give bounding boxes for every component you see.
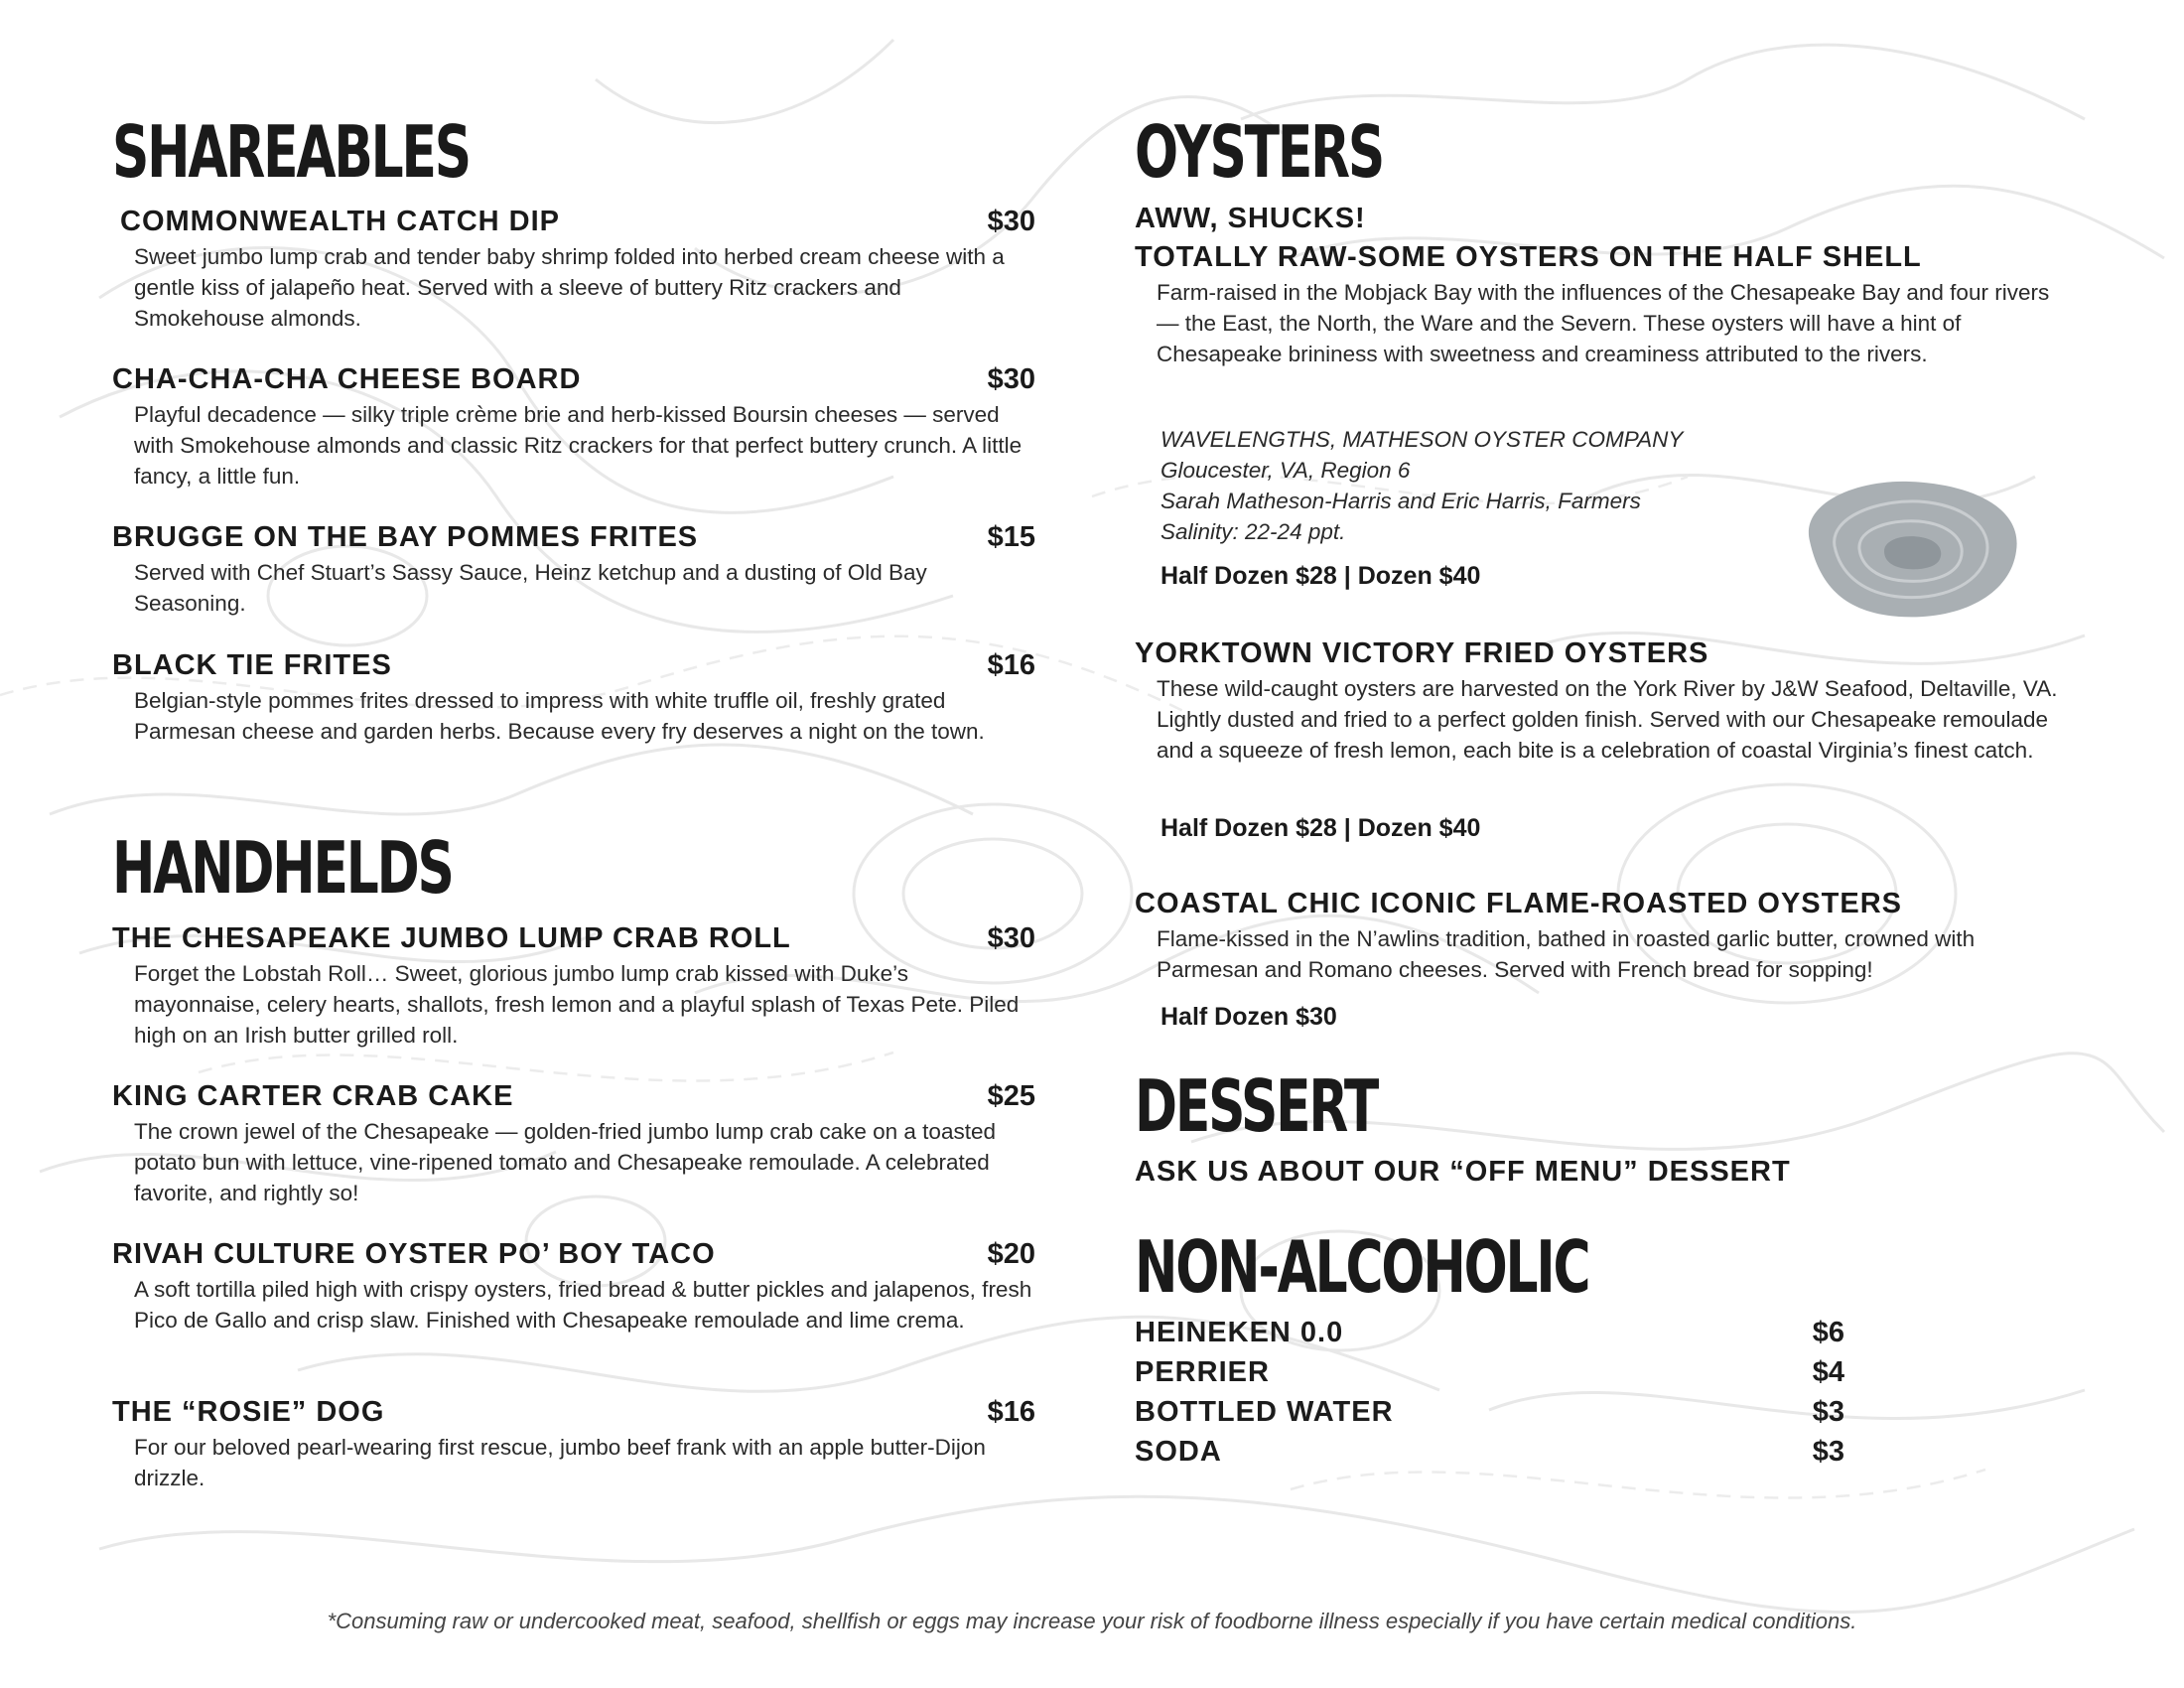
- item-description: For our beloved pearl-wearing first rescue, jumbo beef frank with an apple butter-Dijon drizzle.: [134, 1435, 986, 1490]
- farm-location: Gloucester, VA, Region 6: [1160, 458, 1411, 483]
- item-name: THE CHESAPEAKE JUMBO LUMP CRAB ROLL: [112, 922, 791, 954]
- drink-price: $6: [1812, 1317, 1844, 1348]
- menu-item-raw-oysters: [1135, 239, 2068, 369]
- oyster-farm-info: [1160, 424, 1796, 547]
- farm-farmers: Sarah Matheson-Harris and Eric Harris, Farmers: [1160, 489, 1641, 513]
- shareables-title: SHAREABLES: [112, 110, 470, 194]
- fried-oysters-pricing: Half Dozen $28 | Dozen $40: [1160, 814, 1481, 842]
- dessert-note: ASK US ABOUT OUR “OFF MENU” DESSERT: [1135, 1156, 1791, 1188]
- item-description: Sweet jumbo lump crab and tender baby shrimp folded into herbed cream cheese with a gentle kiss of jalapeño heat. Served with a sleeve of buttery Ritz crackers and Smokehouse almonds.: [134, 244, 1005, 331]
- roasted-oysters-pricing: Half Dozen $30: [1160, 1003, 1337, 1031]
- item-price: $30: [987, 206, 1035, 237]
- farm-salinity: Salinity: 22-24 ppt.: [1160, 519, 1346, 544]
- item-price: $16: [987, 1396, 1035, 1428]
- drink-price: $3: [1812, 1436, 1844, 1468]
- item-name: KING CARTER CRAB CAKE: [112, 1080, 514, 1112]
- farm-name: WAVELENGTHS, MATHESON OYSTER COMPANY: [1160, 427, 1684, 452]
- drink-row: [1135, 1392, 1844, 1432]
- menu-item-pommes-frites: [112, 519, 1035, 619]
- item-price: $30: [987, 363, 1035, 395]
- item-name: RIVAH CULTURE OYSTER PO’ BOY TACO: [112, 1238, 716, 1270]
- item-name: BLACK TIE FRITES: [112, 649, 392, 681]
- menu-item-rosie-dog: [112, 1394, 1035, 1493]
- item-price: $20: [987, 1238, 1035, 1270]
- oyster-shell-icon: [1790, 472, 2028, 626]
- drink-row: [1135, 1313, 1844, 1352]
- item-price: $15: [987, 521, 1035, 553]
- item-price: $25: [987, 1080, 1035, 1112]
- item-description: The crown jewel of the Chesapeake — golden-fried jumbo lump crab cake on a toasted potato bun with lettuce, vine-ripened tomato and Chesapeake remoulade. A celebrated favorite, and rightly so!: [134, 1119, 996, 1205]
- menu-item-fried-oysters: [1135, 635, 2068, 766]
- item-description: Served with Chef Stuart’s Sassy Sauce, Heinz ketchup and a dusting of Old Bay Seasoning.: [134, 560, 927, 616]
- health-disclaimer: *Consuming raw or undercooked meat, seafood, shellfish or eggs may increase your risk of foodborne illness especially if you have certain medical conditions.: [327, 1609, 1857, 1633]
- item-price: $16: [987, 649, 1035, 681]
- raw-oysters-pricing: Half Dozen $28 | Dozen $40: [1160, 562, 1481, 590]
- handhelds-title: HANDHELDS: [112, 826, 453, 910]
- item-description: Forget the Lobstah Roll… Sweet, glorious jumbo lump crab kissed with Duke’s mayonnaise, celery hearts, shallots, fresh lemon and a playful splash of Texas Pete. Piled high on an Irish butter grilled roll.: [134, 961, 1020, 1048]
- menu-item-crab-roll: [112, 920, 1035, 1051]
- oysters-title: OYSTERS: [1135, 110, 1384, 194]
- item-description: A soft tortilla piled high with crispy oysters, fried bread & butter pickles and jalapenos, fresh Pico de Gallo and crisp slaw. Finished with Chesapeake remoulade and lime crema.: [134, 1277, 1032, 1333]
- item-name: COMMONWEALTH CATCH DIP: [120, 206, 560, 237]
- item-description: Flame-kissed in the N’awlins tradition, bathed in roasted garlic butter, crowned with Parmesan and Romano cheeses. Served with French bread for sopping!: [1157, 926, 1976, 982]
- item-description: These wild-caught oysters are harvested on the York River by J&W Seafood, Deltaville, VA. Lightly dusted and fried to a perfect golden finish. Served with our Chesapeake remoulade and a squeeze of fresh lemon, each bite is a celebration of coastal Virginia’s finest catch.: [1157, 676, 2058, 763]
- item-name: THE “ROSIE” DOG: [112, 1396, 385, 1428]
- non-alcoholic-title: NON-ALCOHOLIC: [1135, 1225, 1589, 1309]
- item-name: BRUGGE ON THE BAY POMMES FRITES: [112, 521, 699, 553]
- menu-item-po-boy-taco: [112, 1236, 1035, 1336]
- item-description: Playful decadence — silky triple crème brie and herb-kissed Boursin cheeses — served with Smokehouse almonds and classic Ritz crackers for that perfect buttery crunch. A little fancy, a little fun.: [134, 402, 1023, 489]
- drink-row: [1135, 1352, 1844, 1392]
- dessert-title: DESSERT: [1135, 1064, 1378, 1148]
- drink-name: HEINEKEN 0.0: [1135, 1317, 1344, 1348]
- drink-name: BOTTLED WATER: [1135, 1396, 1394, 1428]
- item-description: Farm-raised in the Mobjack Bay with the influences of the Chesapeake Bay and four rivers — the East, the North, the Ware and the Severn. These oysters will have a hint of Chesapeake brininess with sweetness and creaminess attributed to the rivers.: [1157, 280, 2050, 366]
- drinks-list: [1135, 1313, 1844, 1472]
- item-name: YORKTOWN VICTORY FRIED OYSTERS: [1135, 637, 1709, 669]
- menu-item-catch-dip: [112, 204, 1035, 334]
- item-name: CHA-CHA-CHA CHEESE BOARD: [112, 363, 582, 395]
- menu-item-crab-cake: [112, 1078, 1035, 1208]
- drink-name: SODA: [1135, 1436, 1222, 1468]
- drink-price: $4: [1812, 1356, 1844, 1388]
- drink-row: [1135, 1432, 1844, 1472]
- menu-item-roasted-oysters: [1135, 886, 2068, 985]
- item-price: $30: [987, 922, 1035, 954]
- item-name: TOTALLY RAW-SOME OYSTERS ON THE HALF SHELL: [1135, 241, 1922, 273]
- item-name: COASTAL CHIC ICONIC FLAME-ROASTED OYSTERS: [1135, 888, 1902, 919]
- menu-item-cheese-board: [112, 361, 1035, 492]
- item-description: Belgian-style pommes frites dressed to impress with white truffle oil, freshly grated Parmesan cheese and garden herbs. Because every fry deserves a night on the town.: [134, 688, 985, 744]
- menu-item-black-tie-frites: [112, 647, 1035, 747]
- oysters-tagline: AWW, SHUCKS!: [1135, 203, 1366, 234]
- drink-name: PERRIER: [1135, 1356, 1270, 1388]
- drink-price: $3: [1812, 1396, 1844, 1428]
